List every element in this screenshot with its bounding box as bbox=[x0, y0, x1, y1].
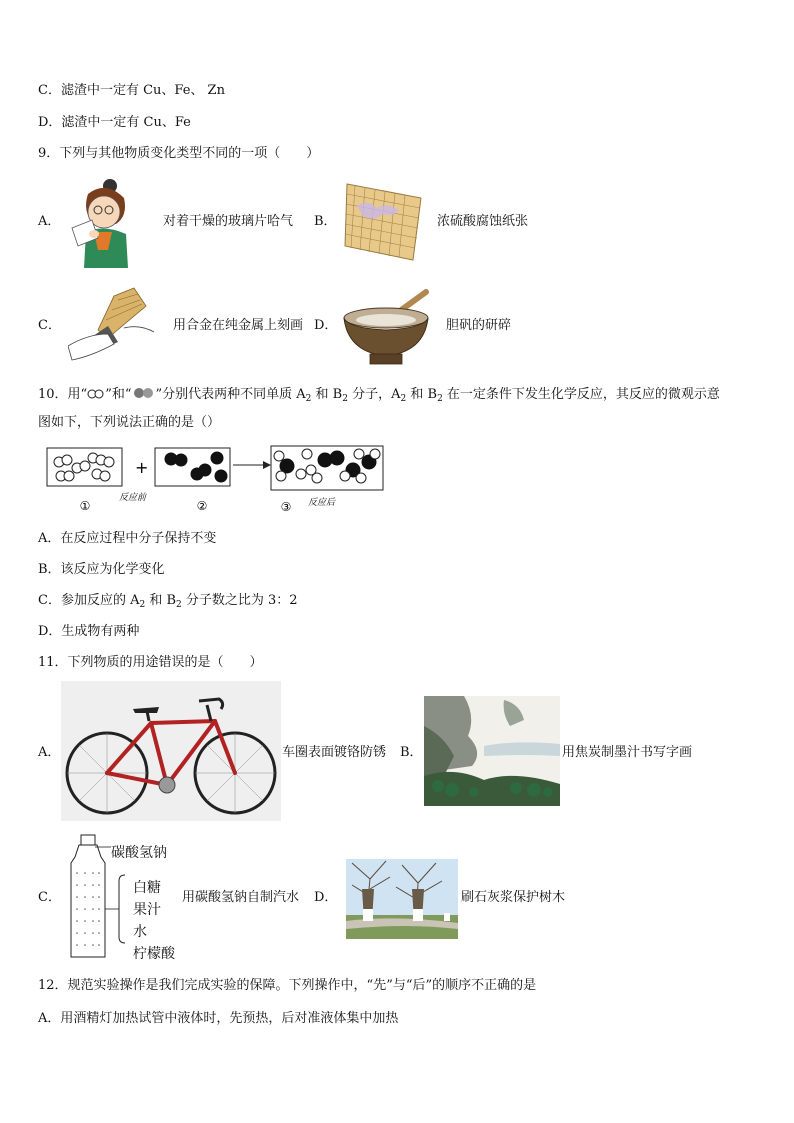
q10-option-a: A．在反应过程中分子保持不变 bbox=[38, 531, 217, 546]
bottle-item-3: 水 bbox=[133, 924, 147, 940]
q9-c-text: 用合金在纯金属上刻画 bbox=[173, 318, 304, 333]
q8-option-c: C．滤渣中一定有 Cu、Fe、 Zn bbox=[38, 83, 225, 98]
scratching-metal-image bbox=[68, 286, 158, 362]
q10-option-d: D．生成物有两种 bbox=[38, 624, 140, 639]
q11-b-text: 用焦炭制墨汁书写字画 bbox=[562, 745, 693, 760]
q8-option-d: D．滤渣中一定有 Cu、Fe bbox=[38, 115, 191, 130]
a2-molecule-icon bbox=[87, 389, 105, 399]
q11-c-text: 用碳酸氢钠自制汽水 bbox=[182, 890, 300, 905]
q11-b-label: B． bbox=[400, 745, 423, 760]
label-before: 反应前 bbox=[119, 493, 147, 503]
q11-a-label: A． bbox=[38, 745, 61, 760]
corroded-paper-image bbox=[343, 182, 423, 262]
q11-d-label: D． bbox=[314, 890, 338, 905]
label-1: ① bbox=[79, 499, 91, 513]
q9-a-label: A． bbox=[38, 214, 61, 229]
q9-a-text: 对着干燥的玻璃片哈气 bbox=[163, 214, 294, 229]
q11-c-label: C． bbox=[38, 890, 61, 905]
label-2: ② bbox=[196, 499, 208, 513]
q10-stem-line2: 图如下，下列说法正确的是（） bbox=[38, 415, 221, 430]
reaction-diagram bbox=[45, 444, 395, 514]
q9-d-text: 胆矾的研碎 bbox=[446, 318, 512, 333]
q9-b-text: 浓硫酸腐蚀纸张 bbox=[437, 214, 529, 229]
bottle-label-top: 碳酸氢钠 bbox=[111, 845, 167, 861]
q11-d-text: 刷石灰浆保护树木 bbox=[461, 890, 566, 905]
girl-breathing-image bbox=[68, 176, 138, 268]
q11-a-text: 车圈表面镀铬防锈 bbox=[282, 745, 387, 760]
q12-stem: 12．规范实验操作是我们完成实验的保障。下列操作中，“先”与“后”的顺序不正确的是 bbox=[38, 978, 537, 993]
whitewashed-trees-image bbox=[346, 859, 458, 939]
label-after: 反应后 bbox=[308, 498, 336, 508]
plus-sign: + bbox=[135, 458, 149, 477]
mortar-pestle-image bbox=[342, 288, 432, 368]
bicycle-image bbox=[61, 681, 281, 821]
q12-option-a: A．用酒精灯加热试管中液体时，先预热，后对准液体集中加热 bbox=[38, 1011, 399, 1026]
q10-option-c: C．参加反应的 $A_2$ 和 $B_2$ 分子数之比为 3：2 bbox=[38, 593, 298, 610]
bottle-item-2: 果汁 bbox=[133, 902, 161, 918]
label-3: ③ bbox=[280, 500, 292, 514]
landscape-painting-image bbox=[424, 696, 560, 806]
q9-d-label: D． bbox=[314, 318, 338, 333]
bottle-item-4: 柠檬酸 bbox=[133, 946, 175, 962]
q11-stem: 11．下列物质的用途错误的是（ ） bbox=[38, 655, 263, 670]
q10-stem: 10．用“ ”和“ ”分别代表两种不同单质 $A_2$ 和 $B_2$ 分子，$A_2$ 和 $B_2$ 在一定条件下发生化学反应，其反应的微观示意 bbox=[38, 387, 720, 404]
q9-c-label: C． bbox=[38, 318, 61, 333]
bottle-item-1: 白糖 bbox=[133, 880, 161, 896]
q9-b-label: B． bbox=[314, 214, 337, 229]
q9-stem: 9．下列与其他物质变化类型不同的一项（ ） bbox=[38, 146, 320, 161]
q10-option-b: B．该反应为化学变化 bbox=[38, 562, 165, 577]
b2-molecule-icon bbox=[132, 387, 156, 399]
